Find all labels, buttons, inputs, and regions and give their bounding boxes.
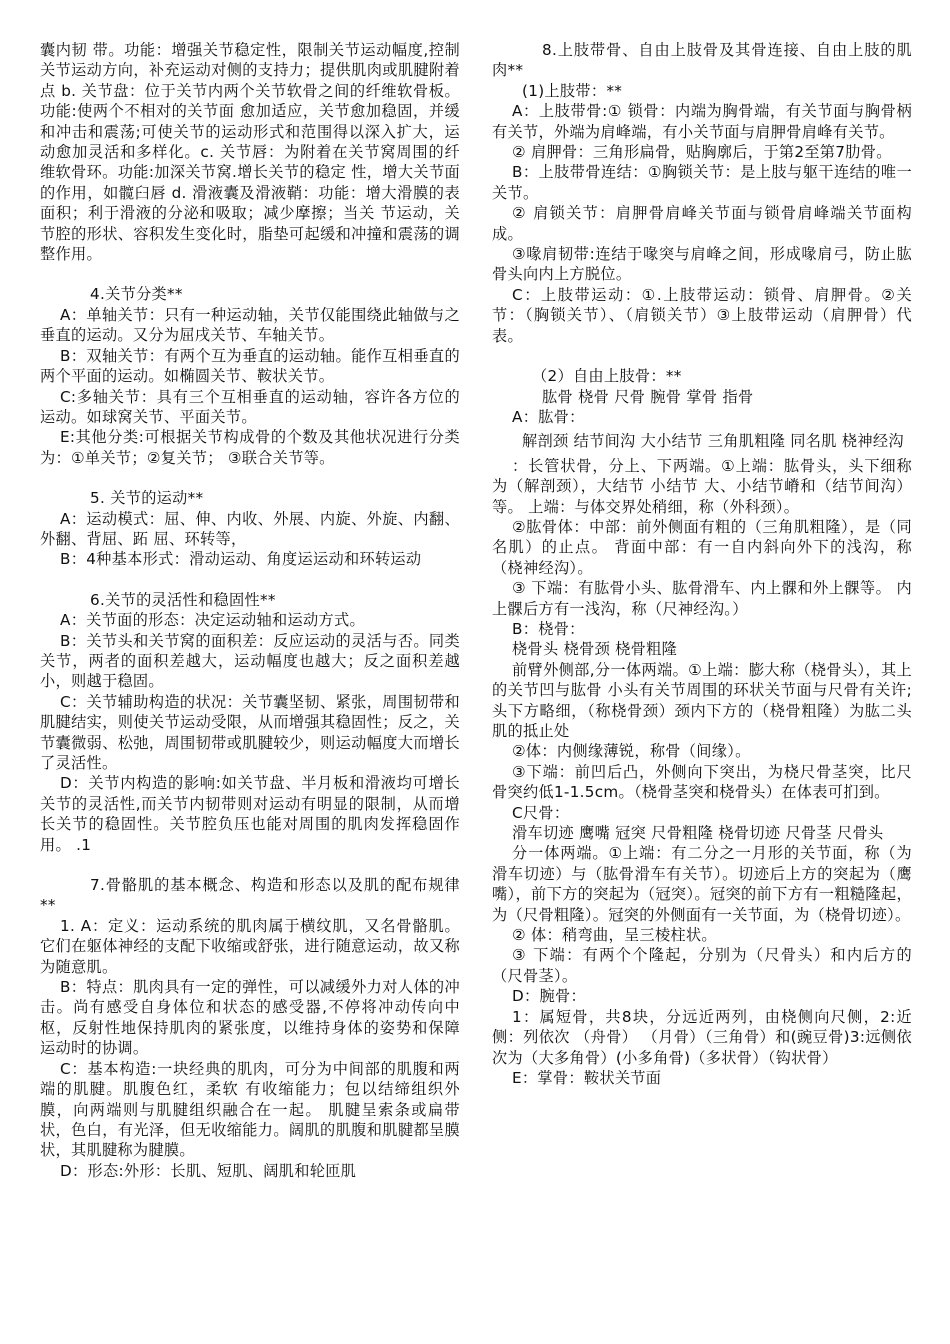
paragraph-radius-upper-end: 前臂外侧部,分一体两端。①上端：膨大称（桡骨头），其上的关节凹与肱骨 小头有关节周围的环状关节面与尺骨有关许;头下方略细，（称桡骨颈）颈内下方的（桡骨粗隆）为肱二头肌的抵止处	[492, 660, 912, 740]
paragraph-ulna-upper-end: 分一体两端。①上端：有二分之一月形的关节面，称（为滑车切迹）与（肱骨滑车有关节）。切迹后上方的突起为（鹰嘴），前下方的突起为（冠突）。冠突的前下方有一粗糙隆起，为（尺骨粗隆）。冠突的外侧面有一关节面，为（桡骨切迹）。	[492, 844, 912, 924]
heading-humerus: A：肱骨：	[512, 407, 585, 426]
paragraph-internal-structures: D：关节内构造的影响:如关节盘、半月板和滑液均可增长关节的灵活性,而关节内韧带则对运动有明显的限制，从而增长关节的稳固性。关节腔负压也能对周围的肌肉发挥稳固作用。 .1	[40, 774, 460, 854]
paragraph-ulna-lower-end: ③ 下端：有两个个隆起，分别为（尺骨头）和内后方的（尺骨茎）。	[492, 946, 912, 985]
heading-shoulder-girdle: (1)上肢带：**	[522, 81, 623, 100]
paragraph-carpals: 1：属短骨，共8块，分远近两列，由桡侧向尺侧，2:近侧：列依次 （舟骨） （月骨）（三角骨）和(豌豆骨)3:远侧依次为（大多角骨）(小多角骨)（多状骨）（钩状骨）	[492, 1007, 912, 1067]
paragraph-metacarpals: E：掌骨：鞍状关节面	[512, 1068, 662, 1087]
paragraph-acromioclavicular-joint: ② 肩锁关节：肩胛骨肩峰关节面与锁骨肩峰端关节面构成。	[492, 204, 912, 243]
paragraph-coracoacromial-ligament: ③喙肩韧带:连结于喙突与肩峰之间，形成喙肩弓，防止肱骨头向内上方脱位。	[492, 245, 912, 284]
paragraph-muscle-structure: C：基本构造:一块经典的肌肉，可分为中间部的肌腹和两端的肌腱。肌腹色红，柔软 有收缩能力；包以结缔组织外膜，向两端则与肌腱组织融合在一起。 肌腱呈索条或扁带状，色白，有光泽，但无收缩能力。阔肌的肌腹和肌腱都呈膜状，其肌腱称为腱膜。	[40, 1059, 460, 1160]
paragraph-scapula: ② 肩胛骨：三角形扁骨，贴胸廓后，于第2至第7肋骨。	[512, 143, 892, 162]
heading-radius: B：桡骨：	[512, 619, 585, 638]
right-column	[492, 40, 912, 1088]
heading-carpals: D：腕骨：	[512, 987, 586, 1006]
heading-ulna: C尺骨：	[512, 803, 570, 822]
paragraph-other-classification: E:其他分类:可根据关节构成骨的个数及其他状况进行分类为：①单关节；②复关节； ③联合关节等。	[40, 428, 460, 467]
left-column	[40, 40, 460, 1181]
paragraph-clavicle: A：上肢带骨:① 锁骨：内端为胸骨端，有关节面与胸骨柄有关节，外端为肩峰端，有小关节面与肩胛骨肩峰有关节。	[492, 102, 912, 141]
paragraph-movement-modes: A：运动模式：屈、伸、内收、外展、内旋、外旋、内翻、外翻、背屈、跖 屈、环转等，	[40, 509, 460, 548]
paragraph-biaxial-joint: B：双轴关节：有两个互为垂直的运动轴。能作互相垂直的两个平面的运动。如椭圆关节、鞍状关节。	[40, 346, 460, 386]
paragraph-uniaxial-joint: A：单轴关节：只有一种运动轴，关节仅能围绕此轴做与之垂直的运动。又分为屈戌关节、车轴关节。	[40, 305, 460, 345]
ulna-terms: 滑车切迹 鹰嘴 冠突 尺骨粗隆 桡骨切迹 尺骨茎 尺骨头	[512, 824, 884, 843]
paragraph-humerus-upper-end: ：长管状骨，分上、下两端。①上端：肱骨头，头下细称为（解剖颈），大结节 小结节 大、小结节嵴和（结节间沟）等。 上端：与体交界处稍细，称（外科颈）。	[492, 456, 912, 516]
paragraph-multiaxial-joint: C:多轴关节：具有三个互相垂直的运动轴，容许各方位的运动。如球窝关节、平面关节。	[40, 387, 460, 426]
paragraph-radius-body: ②体：内侧缘薄锐，称骨（间缘）。	[512, 742, 751, 761]
humerus-terms: 解剖颈 结节间沟 大小结节 三角肌粗隆 同名肌 桡神经沟	[522, 432, 904, 451]
paragraph-muscle-definition: 1. A：定义：运动系统的肌肉属于横纹肌，又名骨骼肌。它们在躯体神经的支配下收缩或舒张，进行随意运动，故又称为随意肌。	[40, 916, 460, 976]
heading-joint-classification: 4.关节分类**	[90, 285, 183, 304]
paragraph-area-difference: B：关节头和关节窝的面积差：反应运动的灵活与否。同类关节，两者的面积差越大，运动幅度也越大；反之面积差越小，则越于稳固。	[40, 631, 460, 691]
heading-skeletal-muscle: 7.骨骼肌的基本概念、构造和形态以及肌的配布规律**	[40, 876, 460, 915]
heading-free-upper-limb: （2）自由上肢骨：**	[532, 367, 682, 386]
heading-upper-limb: 8.上肢带骨、自由上肢骨及其骨连接、自由上肢的肌肉**	[492, 41, 912, 80]
paragraph-basic-forms: B：4种基本形式：滑动运动、角度运运动和环转运动	[60, 550, 422, 569]
radius-terms: 桡骨头 桡骨颈 桡骨粗隆	[512, 640, 678, 659]
paragraph-sternoclavicular-joint: B：上肢带骨连结：①胸锁关节：是上肢与躯干连结的唯一关节。	[492, 163, 912, 202]
paragraph-auxiliary-structures: C：关节辅助构造的状况：关节囊坚韧、紧张，周围韧带和肌腱结实，则使关节运动受限，从而增强其稳固性；反之，关节囊微弱、松弛，周围韧带或肌腱较少，则运动幅度大而增长了灵活性。	[40, 692, 460, 772]
paragraph-radius-lower-end: ③下端：前凹后凸，外侧向下突出，为桡尺骨茎突，比尺骨突约低1-1.5cm。（桡骨茎突和桡骨头）在体表可扪到。	[492, 762, 912, 802]
paragraph-muscle-shape: D：形态:外形：长肌、短肌、阔肌和轮匝肌	[60, 1161, 357, 1180]
paragraph-joint-accessory-structures: 囊内韧 带。功能：增强关节稳定性，限制关节运动幅度,控制关节运动方向，补充运动对侧的支持力；提供肌肉或肌腱附着点 b. 关节盘：位于关节内两个关节软骨之间的纤维软骨板。功能:使两个不相对的关节面 愈加适应，关节愈加稳固，并缓和冲击和震荡;可使关节的运动形式和范围得以深入扩大，运动愈加灵活和多样化。c. 关节唇：为附着在关节窝周围的纤维软骨环。功能:加深关节窝.增长关节的稳定 性，增大关节面的作用，如髋臼唇 d. 滑液囊及滑液鞘：功能：增大滑膜的表面积；利于滑液的分泌和吸取；减少摩擦；当关 节运动，关节腔的形状、容积发生变化时，脂垫可起缓和冲撞和震荡的调整作用。	[40, 41, 460, 264]
heading-joint-movement: 5. 关节的运动**	[90, 489, 204, 508]
paragraph-girdle-movement: C：上肢带运动：①.上肢带运动：锁骨、肩胛骨。②关节：（胸锁关节）、（肩锁关节）③上肢带运动（肩胛骨）代表。	[492, 285, 912, 345]
paragraph-humerus-lower-end: ③ 下端：有肱骨小头、肱骨滑车、内上髁和外上髁等。 内上髁后方有一浅沟，称（尺神经沟。）	[492, 579, 912, 618]
bone-list: 肱骨 桡骨 尺骨 腕骨 掌骨 指骨	[542, 387, 754, 406]
paragraph-muscle-features: B：特点：肌肉具有一定的弹性，可以减缓外力对人体的冲击。尚有感受自身体位和状态的感受器,不停将冲动传向中枢，反射性地保持肌肉的紧张度，以维持身体的姿势和保障 运动时的协调。	[40, 978, 460, 1058]
paragraph-surface-shape: A：关节面的形态：决定运动轴和运动方式。	[60, 611, 365, 630]
paragraph-humerus-body: ②肱骨体：中部：前外侧面有粗的（三角肌粗隆），是（同名肌）的止点。 背面中部：有一自内斜向外下的浅沟，称（桡神经沟）。	[492, 517, 912, 577]
paragraph-ulna-body: ② 体：稍弯曲，呈三棱柱状。	[512, 926, 717, 945]
heading-flexibility-stability: 6.关节的灵活性和稳固性**	[90, 590, 276, 609]
